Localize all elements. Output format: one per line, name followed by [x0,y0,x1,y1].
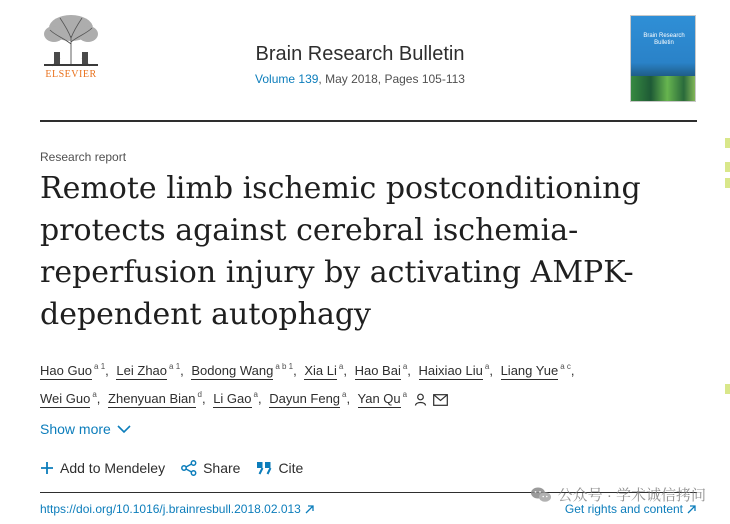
email-icon[interactable] [433,390,448,414]
wechat-watermark [530,484,706,505]
author-name[interactable]: Bodong Wang [191,363,274,378]
author-item[interactable] [358,391,408,406]
edge-mark [725,178,730,188]
author-item[interactable] [355,363,408,378]
journal-header [40,12,697,120]
edge-mark [725,138,730,148]
cover-image-band [631,76,696,102]
author-affiliation: d [197,390,202,399]
author-item[interactable] [501,363,571,378]
cite-label: Cite [278,460,304,476]
rights-text: Get rights and content [564,502,683,516]
doi-link[interactable] [40,502,314,516]
author-affiliation: a [402,390,408,399]
add-to-mendeley-button[interactable] [40,460,165,476]
doi-text: https://doi.org/10.1016/j.brainresbull.2018.02.013 [40,502,301,516]
author-name[interactable]: Lei Zhao [116,363,168,378]
share-button[interactable] [181,460,240,476]
header-divider [40,120,697,122]
author-item[interactable] [191,363,293,378]
author-list: Hao Guo $^{a 1}$, Lei Zhao $^{a 1}$, Bodong Wang $^{a b 1}$, Xia Li $^a$, Hao Bai $^a$, Haixiao Liu $^a$, Liang Yue $^{a c}$, Wei Guo $^a$, Zhenyuan Bian $^d$, Li Gao $^a$, Dayun Feng $^a$, Yan Qu $^a$ [40,355,680,414]
author-affiliation: a b 1 [275,362,294,371]
watermark-text: 公众号 · 学术诚信拷问 [557,487,706,504]
author-name[interactable]: Wei Guo [40,391,91,406]
issue-info: , May 2018, Pages 105-113 [318,72,465,86]
article-type: Research report [40,150,127,164]
mendeley-label: Add to Mendeley [60,460,166,476]
author-affiliation: a [92,390,97,399]
author-name[interactable]: Haixiao Liu [418,363,483,378]
author-name[interactable]: Hao Bai [354,363,401,378]
author-affiliation: a [338,362,344,371]
chevron-down-icon [117,425,131,434]
author-name[interactable]: Hao Guo [40,363,93,378]
person-icon[interactable] [414,390,427,414]
cite-button[interactable] [256,460,303,476]
elsevier-logo[interactable] [40,12,102,82]
elsevier-wordmark: ELSEVIER [45,69,97,80]
journal-meta [200,72,520,86]
elsevier-tree-icon [40,12,102,68]
journal-title[interactable]: Brain Research Bulletin [255,43,465,65]
external-link-icon [305,505,314,514]
edge-mark [725,384,730,394]
author-affiliation: a 1 [94,362,106,371]
quote-icon [256,461,272,475]
author-item[interactable] [108,391,202,406]
article-actions [40,460,319,476]
show-more-button[interactable] [40,421,131,437]
author-item[interactable] [40,363,105,378]
author-item[interactable] [213,391,258,406]
author-name[interactable]: Li Gao [213,391,252,406]
author-affiliation: a [342,390,347,399]
cover-title: Brain Research Bulletin [643,33,685,46]
author-name[interactable]: Yan Qu [357,391,401,406]
wechat-icon [530,486,552,504]
author-item[interactable] [304,363,343,378]
author-affiliation: a [402,362,408,371]
author-item[interactable] [269,391,346,406]
journal-info [200,43,520,86]
author-name[interactable]: Dayun Feng [269,391,341,406]
author-name[interactable]: Zhenyuan Bian [108,391,196,406]
author-affiliation: a 1 [169,362,181,371]
volume-link[interactable]: Volume 139 [255,72,319,86]
author-name[interactable]: Xia Li [304,363,337,378]
journal-cover-image[interactable] [630,15,696,102]
share-icon [181,460,197,476]
author-affiliation: a [484,362,490,371]
external-link-icon [687,505,696,514]
author-affiliation: a [253,390,258,399]
author-item[interactable] [116,363,180,378]
edge-mark [725,162,730,172]
author-affiliation: a c [560,362,571,371]
author-item[interactable] [40,391,97,406]
plus-icon [40,461,54,475]
show-more-label: Show more [40,421,111,437]
author-item[interactable] [419,363,490,378]
author-name[interactable]: Liang Yue [500,363,559,378]
article-title: Remote limb ischemic postconditioning protects against cerebral ischemia-reperfusion injury by activating AMPK-dependent autophagy [40,171,641,332]
share-label: Share [203,460,241,476]
